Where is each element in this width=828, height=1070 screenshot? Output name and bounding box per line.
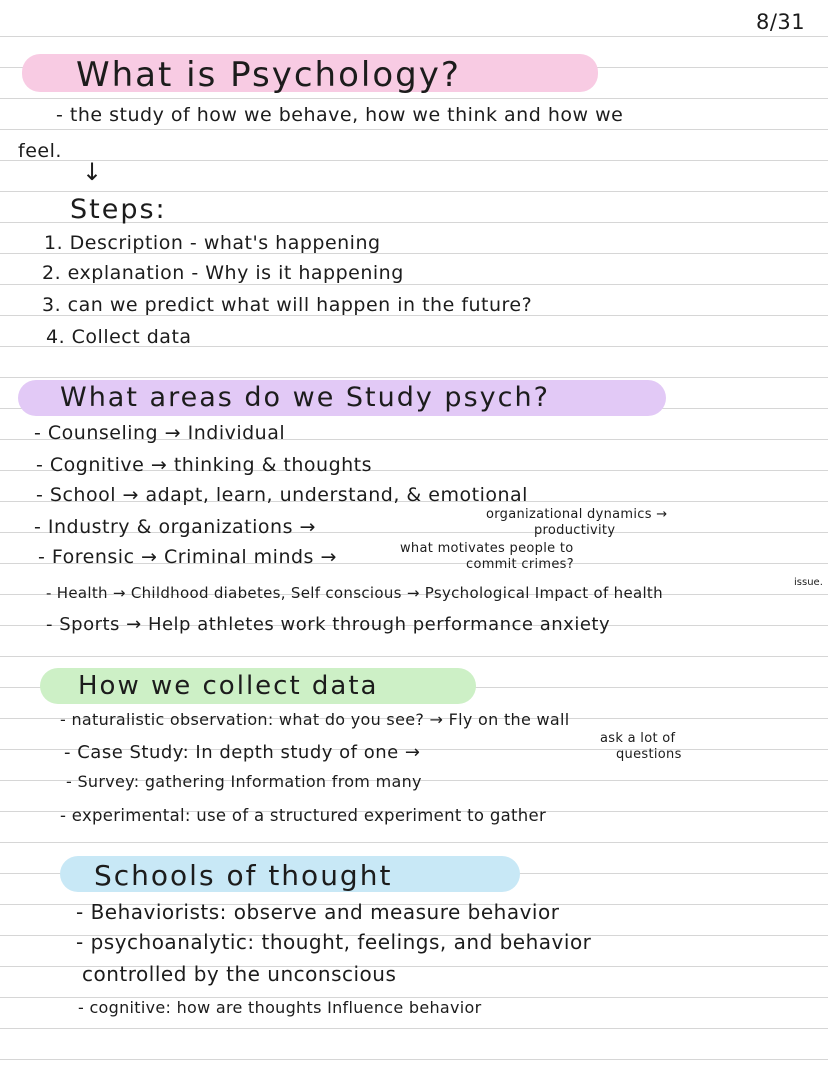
forensic-note-line-2: commit crimes? bbox=[466, 557, 574, 572]
collect-survey: - Survey: gathering Information from many bbox=[66, 772, 422, 791]
school-cognitive: - cognitive: how are thoughts Influence behavior bbox=[78, 998, 482, 1017]
step-1: 1. Description - what's happening bbox=[44, 232, 381, 254]
area-cognitive: - Cognitive → thinking & thoughts bbox=[36, 454, 373, 476]
step-3: 3. can we predict what will happen in the future? bbox=[42, 294, 533, 316]
definition-line-2: feel. bbox=[18, 140, 62, 162]
page-date: 8/31 bbox=[756, 10, 806, 34]
steps-label: Steps: bbox=[70, 194, 167, 225]
health-note: issue. bbox=[794, 577, 823, 588]
collect-experimental: - experimental: use of a structured experiment to gather bbox=[60, 806, 547, 825]
school-behaviorists: - Behaviorists: observe and measure behavior bbox=[76, 900, 560, 924]
definition-line-1: - the study of how we behave, how we think and how we bbox=[56, 104, 624, 126]
step-4: 4. Collect data bbox=[46, 326, 192, 348]
step-2: 2. explanation - Why is it happening bbox=[42, 262, 404, 284]
school-psychoanalytic-cont: controlled by the unconscious bbox=[82, 962, 397, 986]
down-arrow-icon: ↓ bbox=[82, 158, 103, 186]
industry-note-line-2: productivity bbox=[534, 523, 616, 538]
area-industry: - Industry & organizations → bbox=[34, 516, 316, 538]
area-counseling: - Counseling → Individual bbox=[34, 422, 286, 444]
section-title-collect-data: How we collect data bbox=[78, 671, 379, 701]
case-note-line-2: questions bbox=[616, 747, 682, 762]
collect-case-study: - Case Study: In depth study of one → bbox=[64, 742, 421, 763]
area-forensic: - Forensic → Criminal minds → bbox=[38, 546, 337, 568]
school-psychoanalytic: - psychoanalytic: thought, feelings, and behavior bbox=[76, 930, 592, 954]
case-note-line-1: ask a lot of bbox=[600, 731, 676, 746]
collect-naturalistic: - naturalistic observation: what do you see? → Fly on the wall bbox=[60, 710, 570, 729]
section-title-areas: What areas do we Study psych? bbox=[60, 382, 550, 413]
area-health: - Health → Childhood diabetes, Self conscious → Psychological Impact of health bbox=[46, 584, 663, 602]
area-school: - School → adapt, learn, understand, & emotional bbox=[36, 484, 528, 506]
forensic-note-line-1: what motivates people to bbox=[400, 541, 574, 556]
section-title-psychology: What is Psychology? bbox=[76, 55, 461, 95]
area-sports: - Sports → Help athletes work through performance anxiety bbox=[46, 614, 611, 635]
section-title-schools: Schools of thought bbox=[94, 859, 393, 892]
industry-note-line-1: organizational dynamics → bbox=[486, 507, 668, 522]
